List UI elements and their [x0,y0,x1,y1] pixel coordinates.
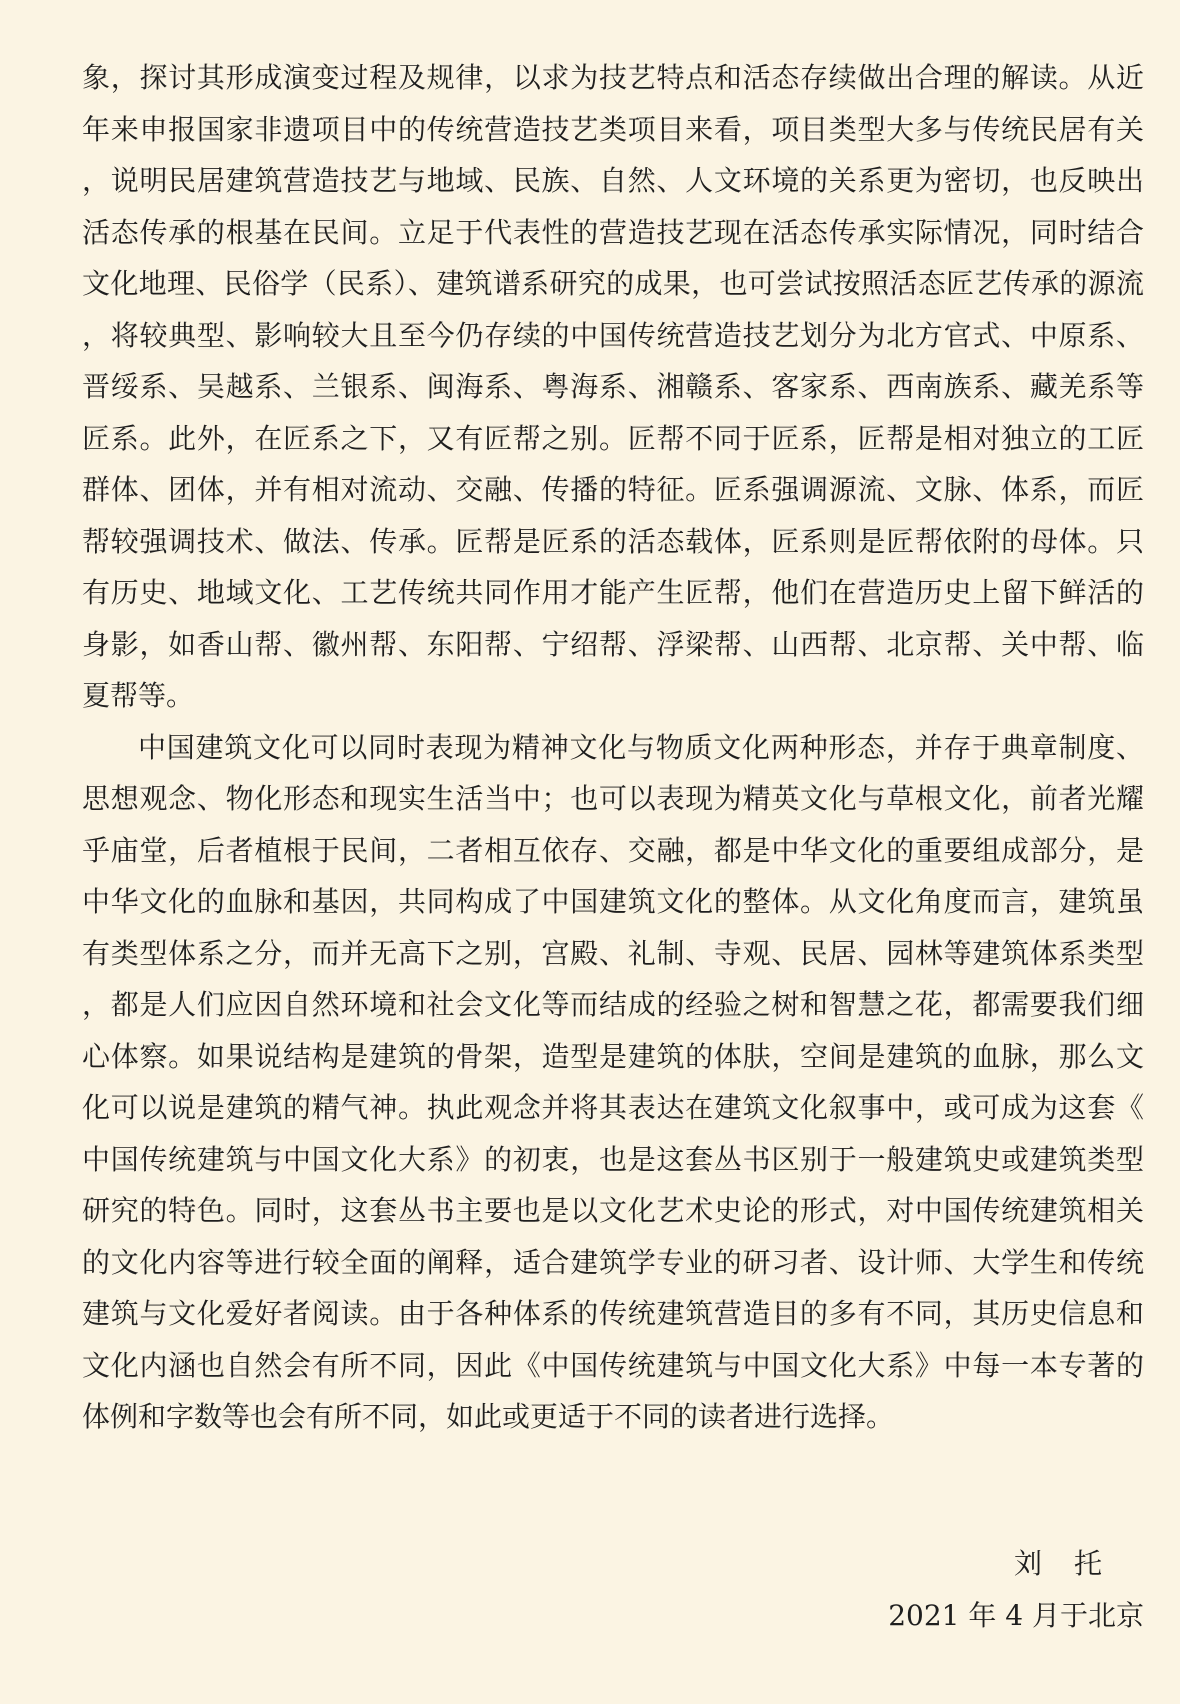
paragraph-2: 中国建筑文化可以同时表现为精神文化与物质文化两种形态，并存于典章制度、思想观念、物化形态和现实生活当中；也可以表现为精英文化与草根文化，前者光耀乎庙堂，后者植根于民间，二者相互依存、交融，都是中华文化的重要组成部分，是中华文化的血脉和基因，共同构成了中国建筑文化的整体。从文化角度而言，建筑虽有类型体系之分，而并无高下之别，宫殿、礼制、寺观、民居、园林等建筑体系类型，都是人们应因自然环境和社会文化等而结成的经验之树和智慧之花，都需要我们细心体察。如果说结构是建筑的骨架，造型是建筑的体肤，空间是建筑的血脉，那么文化可以说是建筑的精气神。执此观念并将其表达在建筑文化叙事中，或可成为这套《中国传统建筑与中国文化大系》的初衷，也是这套丛书区别于一般建筑史或建筑类型研究的特色。同时，这套丛书主要也是以文化艺术史论的形式，对中国传统建筑相关的文化内容等进行较全面的阐释，适合建筑学专业的研习者、设计师、大学生和传统建筑与文化爱好者阅读。由于各种体系的传统建筑营造目的多有不同，其历史信息和文化内涵也自然会有所不同，因此《中国传统建筑与中国文化大系》中每一本专著的体例和字数等也会有所不同，如此或更适于不同的读者进行选择。 [82,730,1144,1433]
date-place: 2021 年 4 月于北京 [888,1598,1144,1632]
paragraph-1: 象，探讨其形成演变过程及规律，以求为技艺特点和活态存续做出合理的解读。从近年来申报国家非遗项目中的传统营造技艺类项目来看，项目类型大多与传统民居有关，说明民居建筑营造技艺与地域、民族、自然、人文环境的关系更为密切，也反映出活态传承的根基在民间。立足于代表性的营造技艺现在活态传承实际情况，同时结合文化地理、民俗学（民系）、建筑谱系研究的成果，也可尝试按照活态匠艺传承的源流，将较典型、影响较大且至今仍存续的中国传统营造技艺划分为北方官式、中原系、晋绥系、吴越系、兰银系、闽海系、粤海系、湘赣系、客家系、西南族系、藏羌系等匠系。此外，在匠系之下，又有匠帮之别。匠帮不同于匠系，匠帮是相对独立的工匠群体、团体，并有相对流动、交融、传播的特征。匠系强调源流、文脉、体系，而匠帮较强调技术、做法、传承。匠帮是匠系的活态载体，匠系则是匠帮依附的母体。只有历史、地域文化、工艺传统共同作用才能产生匠帮，他们在营造历史上留下鲜活的身影，如香山帮、徽州帮、东阳帮、宁绍帮、浮梁帮、山西帮、北京帮、关中帮、临夏帮等。 [82,61,1144,712]
author-name: 刘托 [1013,1547,1134,1580]
document-body [82,52,1144,1443]
signature-block [888,1538,1144,1641]
